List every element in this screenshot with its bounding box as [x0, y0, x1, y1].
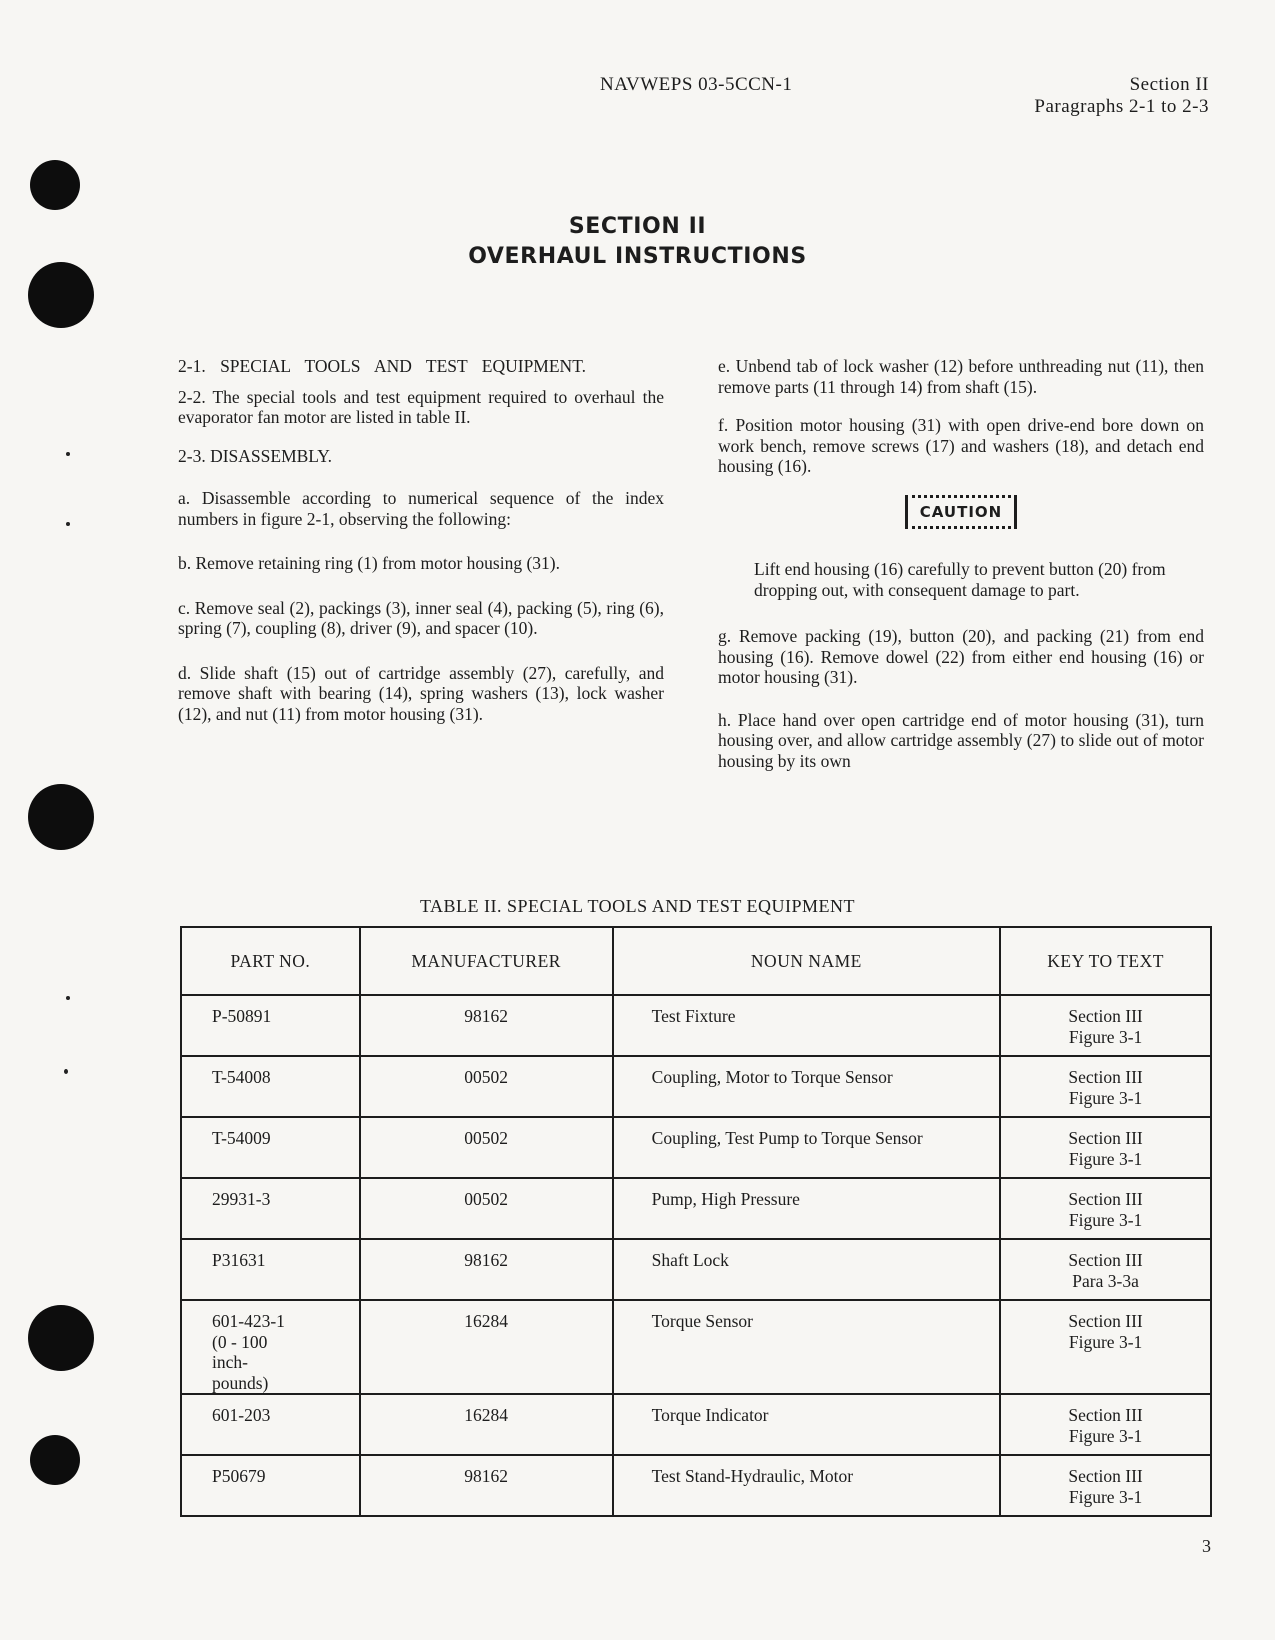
key-reference: Figure 3-1	[1068, 1486, 1143, 1507]
key-to-text-cell	[1000, 1455, 1211, 1516]
part-number-cell: 29931-3	[181, 1178, 360, 1239]
key-section: Section III	[1068, 1189, 1143, 1209]
table-title: TABLE II. SPECIAL TOOLS AND TEST EQUIPMENT	[419, 896, 856, 916]
part-number-cell: P50679	[181, 1455, 360, 1516]
table-row	[181, 995, 1211, 1056]
key-to-text-cell	[1000, 1300, 1211, 1394]
binder-hole	[28, 1305, 94, 1371]
key-reference: Figure 3-1	[1068, 1425, 1143, 1446]
manufacturer-cell: 00502	[360, 1056, 613, 1117]
table-row	[181, 1178, 1211, 1239]
key-section: Section III	[1068, 1006, 1143, 1026]
caution-banner	[718, 495, 1204, 530]
speck	[66, 522, 70, 526]
section-label: Section II	[1129, 74, 1209, 95]
key-to-text-cell	[1000, 1056, 1211, 1117]
binder-hole	[30, 1435, 80, 1485]
column-header: MANUFACTURER	[360, 927, 613, 995]
step-b: b. Remove retaining ring (1) from motor housing (31).	[178, 553, 561, 573]
table-row	[181, 1056, 1211, 1117]
step-e: e. Unbend tab of lock washer (12) before unthreading nut (11), then remove parts (11 through 14) from shaft (15).	[718, 356, 1204, 397]
part-number-cell: P31631	[181, 1239, 360, 1300]
manufacturer-cell: 98162	[360, 1455, 613, 1516]
noun-name-cell: Coupling, Test Pump to Torque Sensor	[613, 1117, 1001, 1178]
caution-text: Lift end housing (16) carefully to prevent button (20) from dropping out, with consequent damage to part.	[754, 559, 1166, 600]
page-number: 3	[1202, 1536, 1211, 1556]
paragraphs-label: Paragraphs 2-1 to 2-3	[1034, 96, 1209, 117]
section-title-line1: SECTION II	[568, 214, 707, 239]
left-column	[178, 356, 664, 742]
key-section: Section III	[1068, 1405, 1143, 1425]
manufacturer-cell: 98162	[360, 1239, 613, 1300]
part-number-cell: 601-203	[181, 1394, 360, 1455]
key-section: Section III	[1068, 1067, 1143, 1087]
column-header: NOUN NAME	[613, 927, 1001, 995]
binder-hole	[30, 160, 80, 210]
paragraph-2-2: 2-2. The special tools and test equipment required to overhaul the evaporator fan motor are listed in table II.	[178, 386, 664, 427]
noun-name-cell: Pump, High Pressure	[613, 1178, 1001, 1239]
key-section: Section III	[1068, 1311, 1143, 1331]
paragraph-2-1: 2-1. SPECIAL TOOLS AND TEST EQUIPMENT.	[178, 356, 586, 376]
table-header-row	[181, 927, 1211, 995]
column-header: PART NO.	[181, 927, 360, 995]
noun-name-cell: Test Stand-Hydraulic, Motor	[613, 1455, 1001, 1516]
right-column	[718, 356, 1204, 789]
table-row	[181, 1455, 1211, 1516]
table-row	[181, 1394, 1211, 1455]
key-to-text-cell	[1000, 1117, 1211, 1178]
noun-name-cell: Shaft Lock	[613, 1239, 1001, 1300]
part-number-cell: T-54009	[181, 1117, 360, 1178]
caution-label: CAUTION	[905, 495, 1017, 530]
document-number: NAVWEPS 03-5CCN-1	[600, 74, 793, 95]
part-number-cell: 601-423-1 (0 - 100 inch-pounds)	[181, 1300, 360, 1394]
key-to-text-cell	[1000, 995, 1211, 1056]
section-title-line2: OVERHAUL INSTRUCTIONS	[468, 244, 807, 269]
key-to-text-cell	[1000, 1394, 1211, 1455]
step-g: g. Remove packing (19), button (20), and packing (21) from end housing (16). Remove dowel (22) from either end housing (16) or motor housing (31).	[718, 626, 1204, 687]
manufacturer-cell: 00502	[360, 1178, 613, 1239]
binder-hole	[28, 784, 94, 850]
table-row	[181, 1300, 1211, 1394]
key-to-text-cell	[1000, 1239, 1211, 1300]
key-reference: Para 3-3a	[1072, 1270, 1139, 1291]
manufacturer-cell: 00502	[360, 1117, 613, 1178]
speck	[66, 452, 70, 456]
manufacturer-cell: 98162	[360, 995, 613, 1056]
step-c: c. Remove seal (2), packings (3), inner seal (4), packing (5), ring (6), spring (7), coupling (8), driver (9), and spacer (10).	[178, 597, 664, 638]
step-h: h. Place hand over open cartridge end of motor housing (31), turn housing over, and allow cartridge assembly (27) to slide out of motor housing by its own	[718, 709, 1204, 771]
speck	[66, 996, 70, 1000]
step-f: f. Position motor housing (31) with open drive-end bore down on work bench, remove screws (17) and washers (18), and detach end housing (16).	[718, 415, 1204, 476]
key-section: Section III	[1068, 1466, 1143, 1486]
key-reference: Figure 3-1	[1068, 1148, 1143, 1169]
key-reference: Figure 3-1	[1068, 1209, 1143, 1230]
key-section: Section III	[1068, 1128, 1143, 1148]
key-reference: Figure 3-1	[1068, 1026, 1143, 1047]
noun-name-cell: Torque Indicator	[613, 1394, 1001, 1455]
paragraph-2-3: 2-3. DISASSEMBLY.	[178, 445, 332, 466]
table-row	[181, 1239, 1211, 1300]
tools-table	[180, 926, 1212, 1517]
key-reference: Figure 3-1	[1068, 1331, 1143, 1352]
manufacturer-cell: 16284	[360, 1394, 613, 1455]
step-a: a. Disassemble according to numerical sequence of the index numbers in figure 2-1, observing the following:	[178, 488, 664, 529]
noun-name-cell: Test Fixture	[613, 995, 1001, 1056]
part-number-cell: P-50891	[181, 995, 360, 1056]
speck	[64, 1069, 68, 1074]
part-number-cell: T-54008	[181, 1056, 360, 1117]
key-to-text-cell	[1000, 1178, 1211, 1239]
section-title	[0, 212, 1275, 272]
noun-name-cell: Torque Sensor	[613, 1300, 1001, 1394]
noun-name-cell: Coupling, Motor to Torque Sensor	[613, 1056, 1001, 1117]
column-header: KEY TO TEXT	[1000, 927, 1211, 995]
key-section: Section III	[1068, 1250, 1143, 1270]
table-row	[181, 1117, 1211, 1178]
step-d: d. Slide shaft (15) out of cartridge assembly (27), carefully, and remove shaft with bearing (14), spring washers (13), lock washer (12), and nut (11) from motor housing (31).	[178, 662, 664, 724]
key-reference: Figure 3-1	[1068, 1087, 1143, 1108]
manufacturer-cell: 16284	[360, 1300, 613, 1394]
section-header	[1034, 74, 1209, 118]
